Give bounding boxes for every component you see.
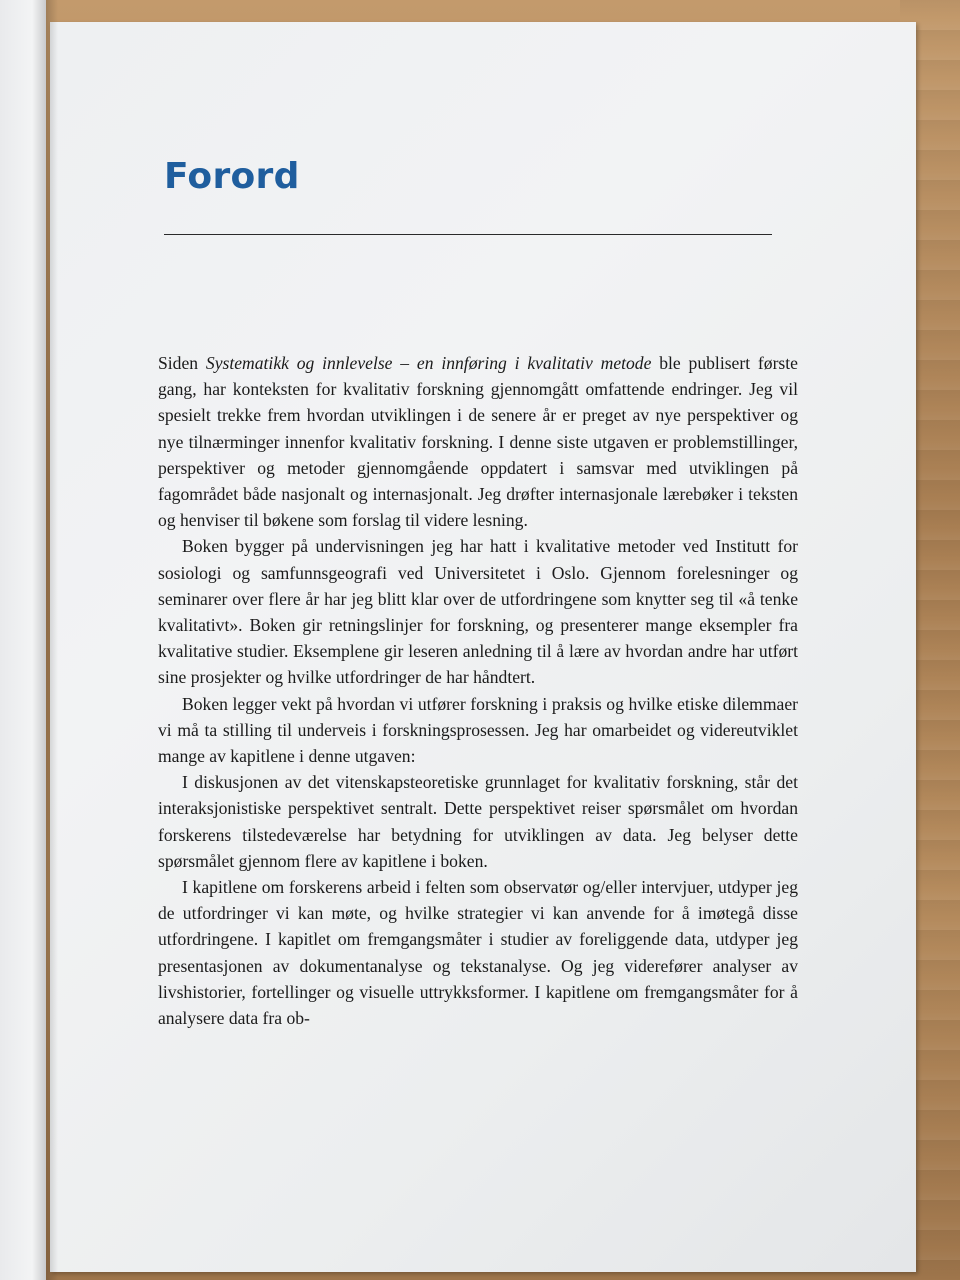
paragraph-1 [158,350,798,533]
heading-rule [164,234,772,235]
paragraph-5: I kapitlene om forskerens arbeid i felten som observatør og/eller intervjuer, utdyper jeg de utfordringer vi kan møte, og hvilke strategier vi kan anvende for å imøtegå disse utfordringene. I kapitlet om fremgangsmåter i studier av foreliggende data, utdyper jeg presentasjonen av dokumentanalyse og tekstanalyse. Og jeg viderefører analyser av livshistorier, fortellinger og visuelle uttrykksformer. I kapitlene om fremgangsmåter for å analysere data fra ob- [158,877,798,1029]
gutter-shadow [46,0,58,1280]
paragraph-1-rest: ble publisert første gang, har konteksten for kvalitativ forskning gjennomgått omfattende endringer. Jeg vil spesielt trekke frem hvordan utviklingen i de senere år er preget av nye perspektiver og nye tilnærminger innenfor kvalitativ forskning. I denne siste utgaven er problemstillinger, perspektiver og metoder gjennomgående oppdatert i samsvar med utviklingen på fagområdet både nasjonalt og internasjonalt. Jeg drøfter internasjonale lærebøker i teksten og henviser til bøkene som forslag til videre lesning. [158,353,798,531]
paragraph-4: I diskusjonen av det vitenskapsteoretiske grunnlaget for kvalitativ forskning, står det interaksjonistiske perspektivet sentralt. Dette perspektivet reiser spørsmålet om hvordan forskerens tilstedeværelse har betydning for utviklingen av data. Jeg belyser dette spørsmålet gjennom flere av kapitlene i boken. [158,772,798,871]
body-text [158,350,798,1031]
paragraph-3: Boken legger vekt på hvordan vi utfører forskning i praksis og hvilke etiske dilemmaer vi må ta stilling til underveis i forskningsprosessen. Jeg har omarbeidet og videreutviklet mange av kapitlene i denne utgaven: [158,693,798,767]
paragraph-1-lead: Siden [158,353,206,373]
paragraph-2: Boken bygger på undervisningen jeg har hatt i kvalitative metoder ved Institutt for sosiologi og samfunnsgeografi ved Universitetet i Oslo. Gjennom forelesninger og seminarer over flere år har jeg blitt klar over de utfordringene som knytter seg til «å tenke kvalitativt». Boken gir retningslinjer for forskning, og presenterer mange eksempler fra kvalitative studier. Eksemplene gir leseren anledning til å lære av hvordan andre har utført sine prosjekter og hvilke utfordringer de har håndtert. [158,536,798,688]
book-title-italic: Systematikk og innlevelse – en innføring i kvalitativ metode [205,353,652,373]
page-heading: Forord [164,156,300,197]
facing-page-edge [0,0,46,1280]
